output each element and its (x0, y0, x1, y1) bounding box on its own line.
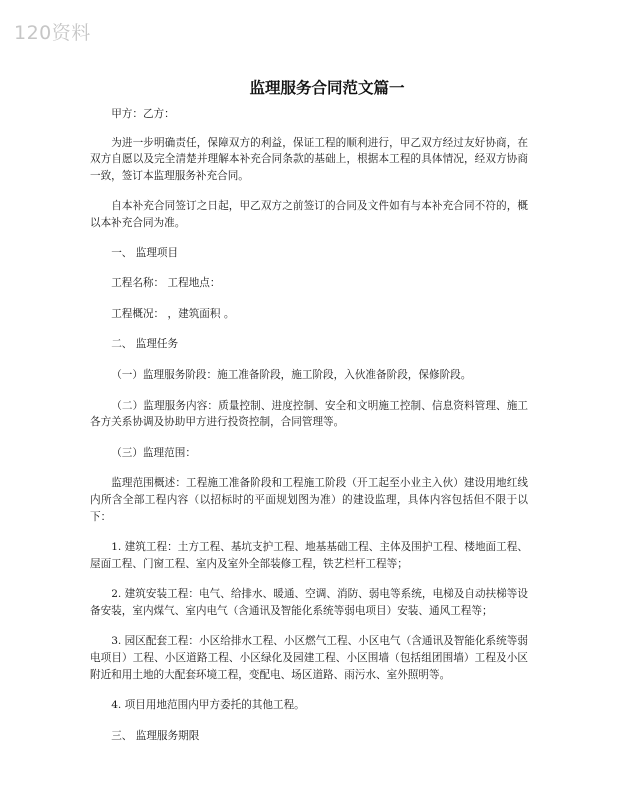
paragraph: （一）监理服务阶段：施工准备阶段，施工阶段，入伙准备阶段，保修阶段。 (111, 368, 472, 381)
watermark: 120资料 (14, 22, 91, 44)
paragraph: 为进一步明确责任，保障双方的利益，保证工程的顺利进行，甲乙双方经过友好协商，在双方自愿以及完全清楚并理解本补充合同条款的基础上，根据本工程的具体情况，经双方协商一致，签订本监理服务补充合同。 (90, 136, 528, 182)
paragraph: 4. 项目用地范围内甲方委托的其他工程。 (111, 699, 305, 712)
document-title: 监理服务合同范文篇一 (249, 78, 405, 97)
paragraph: 三、 监理服务期限 (111, 729, 200, 742)
paragraph: 监理范围概述：工程施工准备阶段和工程施工阶段（开工起至小业主入伙）建设用地红线内所含全部工程内容（以招标时的平面规划图为准）的建设监理，具体内容包括但不限于以下： (90, 477, 528, 523)
paragraph: （三）监理范围： (111, 446, 196, 459)
paragraph: 甲方：乙方： (111, 108, 175, 120)
paragraph: 3. 园区配套工程：小区给排水工程、小区燃气工程、小区电气（含通讯及智能化系统等弱电项目）工程、小区道路工程、小区绿化及园建工程、小区围墙（包括组团围墙）工程及小区附近和用土地的大配套环境工程，变配电、场区道路、雨污水、室外照明等。 (90, 635, 528, 681)
paragraph: 二、 监理任务 (111, 338, 179, 351)
paragraph: 自本补充合同签订之日起，甲乙双方之前签订的合同及文件如有与本补充合同不符的，概以本补充合同为准。 (90, 200, 528, 229)
paragraph: （二）监理服务内容：质量控制、进度控制、安全和文明施工控制、信息资料管理、施工各方关系协调及协助甲方进行投资控制，合同管理等。 (90, 399, 528, 429)
paragraph: 2. 建筑安装工程：电气、给排水、暖通、空调、消防、弱电等系统，电梯及自动扶梯等设备安装，室内煤气、室内电气（含通讯及智能化系统等弱电项目）安装、通风工程等； (90, 588, 528, 617)
paragraph: 一、 监理项目 (111, 246, 179, 259)
document-body (90, 106, 528, 744)
paragraph: 工程概况： ，建筑面积 。 (111, 307, 235, 320)
paragraph: 1. 建筑工程：土方工程、基坑支护工程、地基基础工程、主体及围护工程、楼地面工程、屋面工程、门窗工程、室内及室外全部装修工程，铁艺栏杆工程等； (90, 541, 528, 570)
paragraph: 工程名称： 工程地点： (111, 277, 221, 290)
